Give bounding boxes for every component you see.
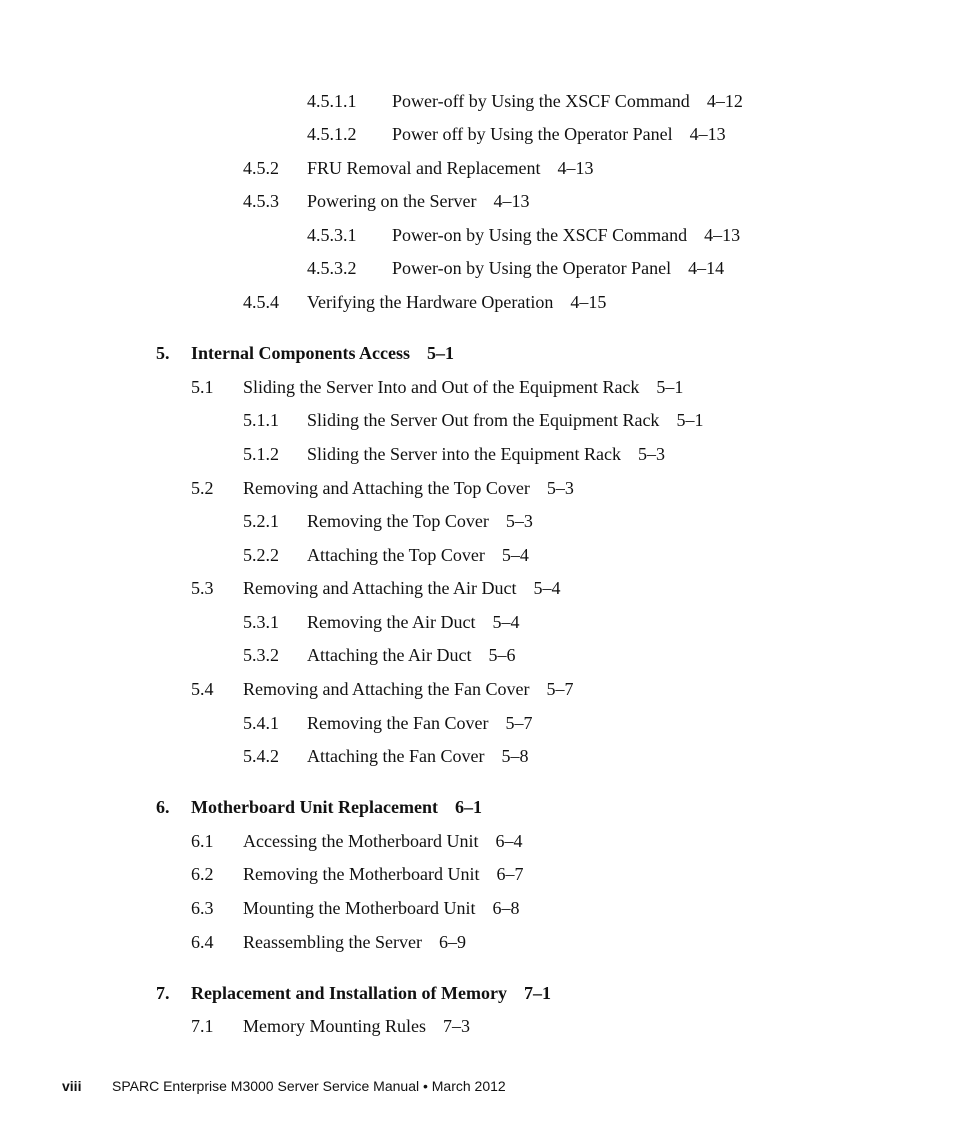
toc-number: 6.3 <box>191 898 214 918</box>
toc-title: Removing and Attaching the Air Duct <box>243 578 517 598</box>
toc-number: 4.5.1.2 <box>307 124 357 144</box>
toc-page: 6–8 <box>492 898 520 918</box>
toc-title: Internal Components Access <box>191 343 410 363</box>
toc-page: 4–13 <box>557 158 594 178</box>
toc-title: Removing the Motherboard Unit <box>243 864 480 884</box>
toc-page: 5–4 <box>533 578 561 598</box>
toc-title: Removing and Attaching the Fan Cover <box>243 679 530 699</box>
toc-title: Removing the Air Duct <box>307 612 476 632</box>
toc-title: Accessing the Motherboard Unit <box>243 831 479 851</box>
toc-number: 6.4 <box>191 932 214 952</box>
toc-number: 6. <box>156 797 170 817</box>
toc-title: Reassembling the Server <box>243 932 422 952</box>
toc-number: 5.3.2 <box>243 645 279 665</box>
toc-title: Attaching the Air Duct <box>307 645 472 665</box>
toc-title: Sliding the Server Out from the Equipment Rack <box>307 410 660 430</box>
toc-title: Power-off by Using the XSCF Command <box>392 91 690 111</box>
toc-page: 5–6 <box>488 645 516 665</box>
toc-page: 5–3 <box>637 444 665 464</box>
toc-title: Replacement and Installation of Memory <box>191 983 507 1003</box>
toc-title: Motherboard Unit Replacement <box>191 797 438 817</box>
toc-number: 4.5.2 <box>243 158 279 178</box>
toc-page: 7–3 <box>443 1016 470 1036</box>
toc-title: Removing and Attaching the Top Cover <box>243 478 530 498</box>
toc-page: 4–13 <box>493 191 530 211</box>
toc-page: 5–7 <box>505 713 533 733</box>
toc-number: 5.4.1 <box>243 713 279 733</box>
toc-title: Verifying the Hardware Operation <box>307 292 554 312</box>
toc-number: 5.3 <box>191 578 214 598</box>
page-number: viii <box>62 1078 82 1094</box>
toc-title: Removing the Top Cover <box>307 511 489 531</box>
toc-page: 5–3 <box>546 478 574 498</box>
toc-number: 4.5.3 <box>243 191 279 211</box>
toc-title: Power off by Using the Operator Panel <box>392 124 673 144</box>
toc-page: 6–9 <box>438 932 466 952</box>
toc-number: 5. <box>156 343 170 363</box>
toc-title: Power-on by Using the Operator Panel <box>392 258 672 278</box>
toc-page: 5–1 <box>427 343 454 363</box>
toc-number: 4.5.4 <box>243 292 279 312</box>
toc-page: 5–1 <box>656 377 684 397</box>
toc-number: 7. <box>156 983 170 1003</box>
toc-number: 4.5.3.2 <box>307 258 357 278</box>
toc-number: 6.1 <box>191 831 214 851</box>
toc-title: Attaching the Top Cover <box>307 545 485 565</box>
toc-number: 5.2 <box>191 478 214 498</box>
toc-title: Sliding the Server Into and Out of the Equipment Rack <box>243 377 640 397</box>
toc-title: Powering on the Server <box>307 191 477 211</box>
toc-number: 5.3.1 <box>243 612 279 632</box>
toc-number: 6.2 <box>191 864 214 884</box>
toc-title: FRU Removal and Replacement <box>307 158 541 178</box>
toc-page: 5–4 <box>492 612 520 632</box>
toc-page: 5–7 <box>546 679 574 699</box>
toc-title: Attaching the Fan Cover <box>307 746 485 766</box>
toc-page: 5–8 <box>501 746 529 766</box>
toc-page: 4–14 <box>688 258 725 278</box>
toc-page: 4–13 <box>689 124 726 144</box>
toc-number: 4.5.1.1 <box>307 91 357 111</box>
toc-page: 4–13 <box>704 225 741 245</box>
toc-number: 5.2.1 <box>243 511 279 531</box>
toc-page: 7–1 <box>523 983 551 1003</box>
toc-number: 7.1 <box>191 1016 214 1036</box>
toc-number: 5.4.2 <box>243 746 279 766</box>
toc-page: 6–1 <box>454 797 482 817</box>
toc-page: 6–7 <box>496 864 524 884</box>
page-footer <box>62 1077 506 1095</box>
toc-title: Sliding the Server into the Equipment Rack <box>307 444 621 464</box>
toc-title: Removing the Fan Cover <box>307 713 489 733</box>
toc-title: Memory Mounting Rules <box>243 1016 426 1036</box>
toc-title: Power-on by Using the XSCF Command <box>392 225 688 245</box>
toc-number: 5.2.2 <box>243 545 279 565</box>
toc-page: 5–3 <box>505 511 533 531</box>
manual-title: SPARC Enterprise M3000 Server Service Manual • March 2012 <box>112 1078 506 1094</box>
toc-page: 5–1 <box>676 410 704 430</box>
toc-number: 5.1.1 <box>243 410 279 430</box>
toc-number: 5.4 <box>191 679 214 699</box>
toc-page: 6–4 <box>495 831 523 851</box>
toc-number: 5.1.2 <box>243 444 279 464</box>
toc-page: 4–12 <box>706 91 743 111</box>
toc-number: 5.1 <box>191 377 214 397</box>
toc-page: 5–4 <box>501 545 529 565</box>
toc-number: 4.5.3.1 <box>307 225 357 245</box>
toc-page: 4–15 <box>570 292 607 312</box>
toc-title: Mounting the Motherboard Unit <box>243 898 476 918</box>
